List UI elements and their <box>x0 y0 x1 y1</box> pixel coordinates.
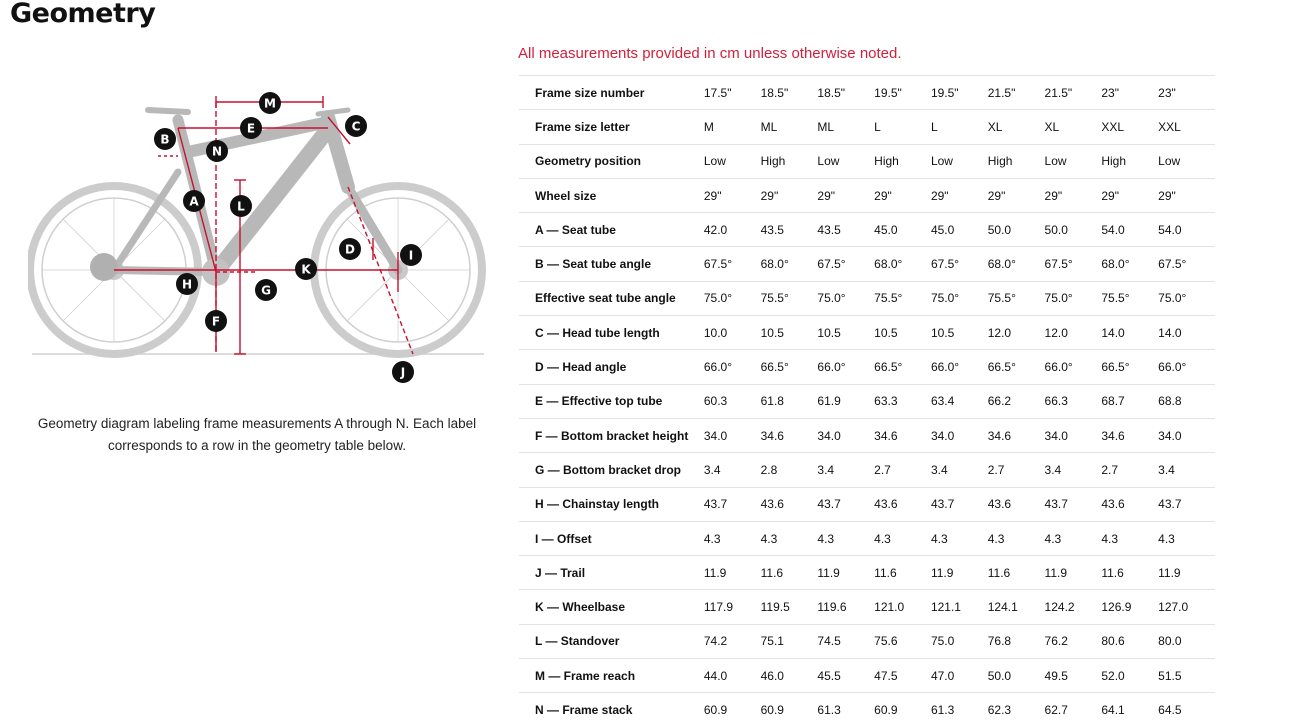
label-f-text: F <box>211 314 221 329</box>
row-label: K — Wheelbase <box>535 600 626 615</box>
row-label: J — Trail <box>535 565 586 580</box>
table-cell: 29" <box>703 188 722 203</box>
table-cell: 75.6 <box>874 634 898 649</box>
table-cell: 34.6 <box>1101 428 1125 443</box>
table-cell: 50.0 <box>987 668 1012 683</box>
table-cell: 66.2 <box>987 394 1012 409</box>
table-cell: 11.6 <box>760 565 784 580</box>
table-cell: 21.5" <box>987 85 1016 100</box>
table-cell: 11.9 <box>930 565 954 580</box>
row-label: N — Frame stack <box>535 703 633 718</box>
table-cell: 68.8 <box>1158 394 1182 409</box>
table-cell: 42.0 <box>703 222 728 237</box>
label-a <box>183 190 205 212</box>
table-cell: 44.0 <box>703 668 728 683</box>
table-cell: 23" <box>1101 85 1119 100</box>
geometry-diagram <box>28 92 488 392</box>
table-row <box>519 659 1215 693</box>
table-cell: 50.0 <box>1044 222 1068 237</box>
table-cell: 10.5 <box>760 325 784 340</box>
table-cell: 29" <box>1158 188 1176 203</box>
table-row <box>519 590 1215 624</box>
table-row <box>519 213 1215 247</box>
table-cell: 76.8 <box>987 634 1012 649</box>
table-cell: 60.3 <box>703 394 728 409</box>
table-cell: 3.4 <box>930 462 948 477</box>
table-cell: Low <box>1158 154 1181 169</box>
table-cell: 75.5° <box>874 291 903 306</box>
table-cell: 67.5° <box>1158 257 1187 272</box>
table-cell: 23" <box>1158 85 1176 100</box>
table-cell: 66.0° <box>1158 360 1187 375</box>
table-cell: 2.8 <box>760 462 778 477</box>
row-label: H — Chainstay length <box>535 497 660 512</box>
table-row <box>519 487 1215 521</box>
label-j <box>392 361 414 383</box>
table-cell: XL <box>987 119 1003 134</box>
table-row <box>519 247 1215 281</box>
table-cell: 4.3 <box>930 531 948 546</box>
table-cell: 4.3 <box>703 531 721 546</box>
table-cell: 46.0 <box>760 668 784 683</box>
table-cell: 63.4 <box>930 394 955 409</box>
table-cell: 66.5° <box>874 360 903 375</box>
label-e-text: E <box>246 121 256 136</box>
table-cell: 11.9 <box>1044 565 1068 580</box>
table-row <box>519 693 1215 727</box>
table-cell: 67.5° <box>703 257 733 272</box>
table-cell: 47.5 <box>874 668 898 683</box>
table-cell: 34.0 <box>703 428 728 443</box>
table-cell: 4.3 <box>987 531 1005 546</box>
table-cell: 49.5 <box>1044 668 1068 683</box>
table-cell: 64.5 <box>1158 703 1182 718</box>
units-note: All measurements provided in cm unless otherwise noted. <box>518 45 902 62</box>
label-c <box>345 115 367 137</box>
table-cell: 34.0 <box>1158 428 1182 443</box>
label-b-text: B <box>160 132 170 147</box>
row-label: Geometry position <box>535 154 642 169</box>
table-cell: XXL <box>1158 119 1181 134</box>
table-cell: 12.0 <box>1044 325 1068 340</box>
table-cell: 43.5 <box>817 222 841 237</box>
row-label: Frame size number <box>535 85 645 100</box>
label-f <box>205 310 227 332</box>
table-cell: 43.7 <box>703 497 728 512</box>
table-cell: 11.9 <box>817 565 840 580</box>
table-cell: 66.5° <box>987 360 1016 375</box>
table-cell: 66.3 <box>1044 394 1068 409</box>
table-cell: 63.3 <box>874 394 898 409</box>
table-cell: 34.0 <box>817 428 841 443</box>
table-cell: 45.0 <box>930 222 955 237</box>
label-l-text: L <box>237 199 245 214</box>
table-cell: 124.1 <box>987 600 1018 615</box>
table-cell: 43.6 <box>760 497 784 512</box>
table-row <box>519 384 1215 418</box>
table-cell: L <box>930 119 938 134</box>
bike-illustration <box>28 92 488 392</box>
table-cell: 29" <box>874 188 892 203</box>
table-cell: 75.0 <box>930 634 955 649</box>
table-cell: 80.0 <box>1158 634 1182 649</box>
table-cell: High <box>1101 154 1127 169</box>
table-cell: 11.9 <box>703 565 727 580</box>
table-row <box>519 144 1215 178</box>
table-cell: 29" <box>987 188 1006 203</box>
table-cell: 66.0° <box>703 360 733 375</box>
table-cell: Low <box>930 154 953 169</box>
table-row <box>519 556 1215 590</box>
table-cell: 19.5" <box>930 85 959 100</box>
table-cell: 54.0 <box>1158 222 1182 237</box>
table-cell: 43.7 <box>1044 497 1068 512</box>
table-cell: 54.0 <box>1101 222 1125 237</box>
label-i-text: I <box>408 248 414 263</box>
table-cell: 75.0° <box>1158 291 1187 306</box>
table-cell: 29" <box>1044 188 1063 203</box>
label-n <box>206 140 228 162</box>
table-cell: 61.3 <box>817 703 841 718</box>
table-cell: 34.0 <box>1044 428 1068 443</box>
table-cell: 67.5° <box>930 257 960 272</box>
table-cell: 75.5° <box>760 291 789 306</box>
table-cell: 50.0 <box>987 222 1012 237</box>
label-m-text: M <box>264 96 276 111</box>
table-cell: 68.0° <box>1101 257 1130 272</box>
table-cell: 52.0 <box>1101 668 1125 683</box>
row-label: G — Bottom bracket drop <box>535 462 682 477</box>
table-cell: 75.1 <box>760 634 784 649</box>
table-cell: ML <box>817 119 835 134</box>
table-cell: ML <box>760 119 778 134</box>
row-label: A — Seat tube <box>535 222 616 237</box>
table-row <box>519 281 1215 315</box>
label-d-text: D <box>345 242 355 257</box>
table-cell: 45.0 <box>874 222 898 237</box>
table-cell: 12.0 <box>987 325 1012 340</box>
label-i <box>400 244 422 266</box>
table-cell: 34.0 <box>930 428 955 443</box>
table-cell: 29" <box>930 188 949 203</box>
table-cell: 60.9 <box>874 703 898 718</box>
table-cell: 17.5" <box>703 85 732 100</box>
table-cell: 18.5" <box>760 85 789 100</box>
table-cell: 126.9 <box>1101 600 1132 615</box>
table-cell: 4.3 <box>817 531 835 546</box>
table-cell: 14.0 <box>1101 325 1125 340</box>
row-label: E — Effective top tube <box>535 394 663 409</box>
label-l <box>230 195 252 217</box>
table-cell: XL <box>1044 119 1060 134</box>
row-label: Frame size letter <box>535 119 630 134</box>
label-b <box>154 128 176 150</box>
table-cell: 34.6 <box>987 428 1012 443</box>
table-cell: 4.3 <box>1101 531 1119 546</box>
label-h <box>176 273 198 295</box>
table-cell: 68.7 <box>1101 394 1125 409</box>
row-label: C — Head tube length <box>535 325 660 340</box>
table-cell: 19.5" <box>874 85 902 100</box>
table-row <box>519 453 1215 487</box>
row-label: B — Seat tube angle <box>535 257 652 272</box>
table-cell: 68.0° <box>760 257 789 272</box>
table-row <box>519 110 1215 144</box>
table-cell: 11.6 <box>1101 565 1124 580</box>
table-row <box>519 178 1215 212</box>
table-cell: 75.0° <box>1044 291 1073 306</box>
row-label: D — Head angle <box>535 360 627 375</box>
label-g-text: G <box>261 283 271 298</box>
table-cell: 51.5 <box>1158 668 1182 683</box>
table-cell: 66.0° <box>1044 360 1073 375</box>
table-cell: 43.6 <box>987 497 1012 512</box>
label-k-text: K <box>301 262 311 277</box>
table-cell: 124.2 <box>1044 600 1075 615</box>
table-cell: 121.0 <box>874 600 905 615</box>
table-cell: 10.5 <box>817 325 841 340</box>
table-cell: 121.1 <box>930 600 961 615</box>
table-cell: 10.0 <box>703 325 728 340</box>
table-cell: 60.9 <box>703 703 728 718</box>
table-cell: 61.3 <box>930 703 955 718</box>
label-j-text: J <box>400 365 406 380</box>
table-cell: 2.7 <box>874 462 891 477</box>
table-cell: 43.6 <box>874 497 898 512</box>
table-cell: 11.6 <box>874 565 897 580</box>
table-cell: 74.5 <box>817 634 841 649</box>
table-cell: 117.9 <box>703 600 733 615</box>
row-label: Wheel size <box>535 188 597 203</box>
geometry-table <box>519 75 1215 727</box>
table-cell: 2.7 <box>987 462 1005 477</box>
label-k <box>295 258 317 280</box>
table-cell: 76.2 <box>1044 634 1068 649</box>
label-a-text: A <box>189 194 199 209</box>
table-cell: 68.0° <box>874 257 903 272</box>
table-cell: XXL <box>1101 119 1125 134</box>
table-cell: 29" <box>1101 188 1119 203</box>
table-cell: 67.5° <box>817 257 846 272</box>
table-cell: 21.5" <box>1044 85 1073 100</box>
table-cell: 66.0° <box>930 360 960 375</box>
table-cell: 43.7 <box>817 497 841 512</box>
table-cell: 4.3 <box>760 531 778 546</box>
row-label: M — Frame reach <box>535 668 636 683</box>
table-cell: 75.5° <box>1101 291 1130 306</box>
table-cell: 75.0° <box>817 291 846 306</box>
table-cell: 3.4 <box>1044 462 1062 477</box>
table-cell: 68.0° <box>987 257 1016 272</box>
table-cell: 18.5" <box>817 85 846 100</box>
table-cell: 43.5 <box>760 222 784 237</box>
table-cell: 43.7 <box>930 497 955 512</box>
table-cell: High <box>987 154 1013 169</box>
diagram-caption: Geometry diagram labeling frame measurements A through N. Each label corresponds to a row in the geometry table below. <box>37 416 477 453</box>
table-cell: 75.0° <box>703 291 733 306</box>
row-label: L — Standover <box>535 634 620 649</box>
table-cell: 10.5 <box>874 325 898 340</box>
row-label: F — Bottom bracket height <box>535 428 689 443</box>
table-cell: 62.3 <box>987 703 1012 718</box>
table-cell: 11.6 <box>987 565 1011 580</box>
table-cell: 62.7 <box>1044 703 1068 718</box>
table-row <box>519 418 1215 452</box>
row-label: Effective seat tube angle <box>535 291 676 306</box>
table-cell: 67.5° <box>1044 257 1073 272</box>
table-cell: 3.4 <box>817 462 835 477</box>
table-cell: 45.5 <box>817 668 841 683</box>
table-cell: 11.9 <box>1158 565 1181 580</box>
table-cell: 3.4 <box>1158 462 1175 477</box>
table-cell: 2.7 <box>1101 462 1119 477</box>
table-cell: Low <box>817 154 840 169</box>
row-label: I — Offset <box>535 531 592 546</box>
table-cell: 80.6 <box>1101 634 1125 649</box>
table-cell: Low <box>1044 154 1067 169</box>
table-cell: 4.3 <box>1158 531 1175 546</box>
label-g <box>255 279 277 301</box>
table-cell: 29" <box>817 188 835 203</box>
table-cell: 64.1 <box>1101 703 1125 718</box>
table-cell: 66.0° <box>817 360 846 375</box>
table-cell: 34.6 <box>760 428 784 443</box>
table-row <box>519 624 1215 658</box>
table-cell: Low <box>703 154 726 169</box>
table-cell: 66.5° <box>760 360 789 375</box>
table-cell: 29" <box>760 188 779 203</box>
table-cell: 74.2 <box>703 634 728 649</box>
label-d <box>339 238 361 260</box>
label-m <box>259 92 281 114</box>
table-cell: 43.6 <box>1101 497 1125 512</box>
table-cell: 34.6 <box>874 428 898 443</box>
table-cell: 3.4 <box>703 462 721 477</box>
table-cell: 119.5 <box>760 600 790 615</box>
label-c-text: C <box>351 119 361 134</box>
table-cell: High <box>760 154 786 169</box>
table-row <box>519 350 1215 384</box>
table-cell: 4.3 <box>874 531 891 546</box>
label-h-text: H <box>181 277 193 292</box>
table-cell: 4.3 <box>1044 531 1062 546</box>
label-n-text: N <box>211 144 223 159</box>
table-cell: 14.0 <box>1158 325 1182 340</box>
table-row <box>519 76 1215 110</box>
table-row <box>519 521 1215 555</box>
table-cell: L <box>874 119 881 134</box>
table-row <box>519 316 1215 350</box>
table-cell: 10.5 <box>930 325 955 340</box>
table-cell: 60.9 <box>760 703 784 718</box>
table-cell: 127.0 <box>1158 600 1189 615</box>
table-cell: 61.8 <box>760 394 784 409</box>
page-title: Geometry <box>10 0 156 29</box>
table-cell: High <box>874 154 899 169</box>
table-cell: 61.9 <box>817 394 841 409</box>
table-cell: 47.0 <box>930 668 955 683</box>
table-cell: M <box>703 119 714 134</box>
table-cell: 43.7 <box>1158 497 1182 512</box>
table-cell: 119.6 <box>817 600 847 615</box>
label-e <box>240 117 262 139</box>
table-cell: 66.5° <box>1101 360 1130 375</box>
table-cell: 75.5° <box>987 291 1016 306</box>
table-cell: 75.0° <box>930 291 960 306</box>
